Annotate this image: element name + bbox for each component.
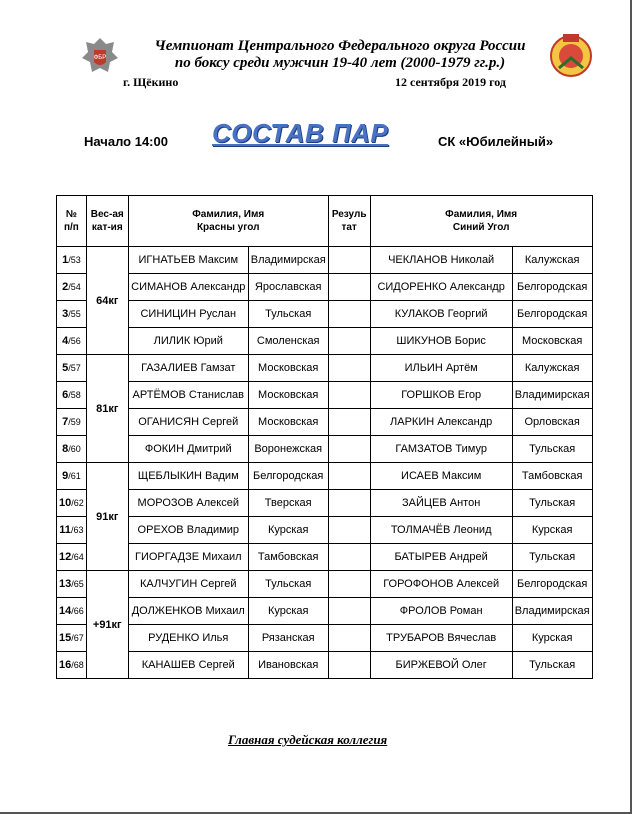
weight-category: 91кг (86, 463, 128, 571)
blue-region: Владимирская (512, 382, 592, 409)
red-region: Курская (248, 517, 328, 544)
table-header-row (57, 196, 593, 247)
bout-number: 4/56 (57, 328, 87, 355)
result-cell (328, 625, 370, 652)
bout-number: 6/58 (57, 382, 87, 409)
col-blue-corner: Фамилия, Имя Синий Угол (370, 196, 592, 247)
red-name: ДОЛЖЕНКОВ Михаил (128, 598, 248, 625)
blue-region: Тульская (512, 544, 592, 571)
red-name: ЩЕБЛЫКИН Вадим (128, 463, 248, 490)
red-region: Ярославская (248, 274, 328, 301)
table-row (57, 409, 593, 436)
red-region: Московская (248, 409, 328, 436)
table-row (57, 490, 593, 517)
blue-region: Тульская (512, 490, 592, 517)
bout-number: 10/62 (57, 490, 87, 517)
table-row (57, 652, 593, 679)
blue-region: Белгородская (512, 274, 592, 301)
result-cell (328, 274, 370, 301)
result-cell (328, 247, 370, 274)
blue-name: ГОРОФОНОВ Алексей (370, 571, 512, 598)
bout-number: 12/64 (57, 544, 87, 571)
footer-signature: Главная судейская коллегия (228, 732, 388, 747)
red-name: СИНИЦИН Руслан (128, 301, 248, 328)
result-cell (328, 517, 370, 544)
result-cell (328, 436, 370, 463)
red-name: ГИОРГАДЗЕ Михаил (128, 544, 248, 571)
col-red-corner: Фамилия, Имя Красны угол (128, 196, 328, 247)
red-region: Тульская (248, 571, 328, 598)
pairs-table (56, 195, 593, 679)
championship-logo-icon (545, 28, 597, 80)
red-region: Рязанская (248, 625, 328, 652)
svg-text:ФБР: ФБР (93, 55, 107, 61)
result-cell (328, 652, 370, 679)
red-name: АРТЁМОВ Станислав (128, 382, 248, 409)
blue-name: ЛАРКИН Александр (370, 409, 512, 436)
result-cell (328, 409, 370, 436)
table-row (57, 247, 593, 274)
table-row (57, 571, 593, 598)
bout-number: 8/60 (57, 436, 87, 463)
result-cell (328, 571, 370, 598)
table-row (57, 517, 593, 544)
page-title: СОСТАВ ПАР (212, 118, 389, 148)
bout-number: 13/65 (57, 571, 87, 598)
blue-region: Московская (512, 328, 592, 355)
blue-name: ГАМЗАТОВ Тимур (370, 436, 512, 463)
red-name: ФОКИН Дмитрий (128, 436, 248, 463)
blue-region: Калужская (512, 355, 592, 382)
bout-number: 15/67 (57, 625, 87, 652)
blue-region: Курская (512, 625, 592, 652)
result-cell (328, 301, 370, 328)
blue-name: БИРЖЕВОЙ Олег (370, 652, 512, 679)
red-name: ЛИЛИК Юрий (128, 328, 248, 355)
result-cell (328, 463, 370, 490)
blue-name: ФРОЛОВ Роман (370, 598, 512, 625)
table-row (57, 598, 593, 625)
red-name: ГАЗАЛИЕВ Гамзат (128, 355, 248, 382)
table-row (57, 355, 593, 382)
table-row (57, 301, 593, 328)
federation-emblem-icon (78, 34, 122, 78)
bout-number: 11/63 (57, 517, 87, 544)
pairs-body (57, 247, 593, 679)
result-cell (328, 355, 370, 382)
blue-name: ИЛЬИН Артём (370, 355, 512, 382)
bout-number: 9/61 (57, 463, 87, 490)
blue-region: Белгородская (512, 301, 592, 328)
bout-number: 16/68 (57, 652, 87, 679)
blue-name: БАТЫРЕВ Андрей (370, 544, 512, 571)
blue-region: Тульская (512, 436, 592, 463)
red-region: Владимирская (248, 247, 328, 274)
red-name: МОРОЗОВ Алексей (128, 490, 248, 517)
red-region: Курская (248, 598, 328, 625)
red-name: КАНАШЕВ Сергей (128, 652, 248, 679)
place: г. Щёкино (123, 75, 179, 89)
blue-region: Курская (512, 517, 592, 544)
result-cell (328, 598, 370, 625)
blue-name: ЗАЙЦЕВ Антон (370, 490, 512, 517)
red-name: КАЛЧУГИН Сергей (128, 571, 248, 598)
blue-region: Белгородская (512, 571, 592, 598)
date: 12 сентября 2019 год (395, 75, 506, 89)
weight-category: 81кг (86, 355, 128, 463)
red-name: ОГАНИСЯН Сергей (128, 409, 248, 436)
red-region: Тульская (248, 301, 328, 328)
weight-category: +91кг (86, 571, 128, 679)
red-region: Московская (248, 382, 328, 409)
table-row (57, 625, 593, 652)
blue-name: СИДОРЕНКО Александр (370, 274, 512, 301)
result-cell (328, 382, 370, 409)
blue-region: Тамбовская (512, 463, 592, 490)
bout-number: 5/57 (57, 355, 87, 382)
red-name: ИГНАТЬЕВ Максим (128, 247, 248, 274)
blue-region: Тульская (512, 652, 592, 679)
weight-category: 64кг (86, 247, 128, 355)
red-region: Московская (248, 355, 328, 382)
result-cell (328, 544, 370, 571)
col-num: № п/п (57, 196, 87, 247)
red-region: Белгородская (248, 463, 328, 490)
title-line-1: Чемпионат Центрального Федерального округа России (154, 38, 526, 54)
table-row (57, 544, 593, 571)
result-cell (328, 328, 370, 355)
red-name: РУДЕНКО Илья (128, 625, 248, 652)
bout-number: 7/59 (57, 409, 87, 436)
col-weight: Вес-ая кат-ия (86, 196, 128, 247)
bout-number: 1/53 (57, 247, 87, 274)
red-region: Тверская (248, 490, 328, 517)
red-name: СИМАНОВ Александр (128, 274, 248, 301)
title-line-2: по боксу среди мужчин 19-40 лет (2000-1979 гг.р.) (174, 55, 506, 71)
blue-name: ТОЛМАЧЁВ Леонид (370, 517, 512, 544)
blue-name: ШИКУНОВ Борис (370, 328, 512, 355)
red-region: Смоленская (248, 328, 328, 355)
table-row (57, 382, 593, 409)
table-row (57, 274, 593, 301)
red-region: Воронежская (248, 436, 328, 463)
result-cell (328, 490, 370, 517)
blue-name: КУЛАКОВ Георгий (370, 301, 512, 328)
club-name: СК «Юбилейный» (438, 134, 554, 149)
blue-name: ТРУБАРОВ Вячеслав (370, 625, 512, 652)
blue-region: Орловская (512, 409, 592, 436)
blue-region: Калужская (512, 247, 592, 274)
bout-number: 14/66 (57, 598, 87, 625)
bout-number: 3/55 (57, 301, 87, 328)
table-row (57, 436, 593, 463)
championship-title (140, 38, 540, 72)
red-region: Тамбовская (248, 544, 328, 571)
blue-name: ИСАЕВ Максим (370, 463, 512, 490)
table-row (57, 328, 593, 355)
red-name: ОРЕХОВ Владимир (128, 517, 248, 544)
red-region: Ивановская (248, 652, 328, 679)
col-result: Резуль тат (328, 196, 370, 247)
blue-name: ГОРШКОВ Егор (370, 382, 512, 409)
start-time: Начало 14:00 (84, 134, 168, 149)
blue-name: ЧЕКЛАНОВ Николай (370, 247, 512, 274)
blue-region: Владимирская (512, 598, 592, 625)
bout-number: 2/54 (57, 274, 87, 301)
table-row (57, 463, 593, 490)
